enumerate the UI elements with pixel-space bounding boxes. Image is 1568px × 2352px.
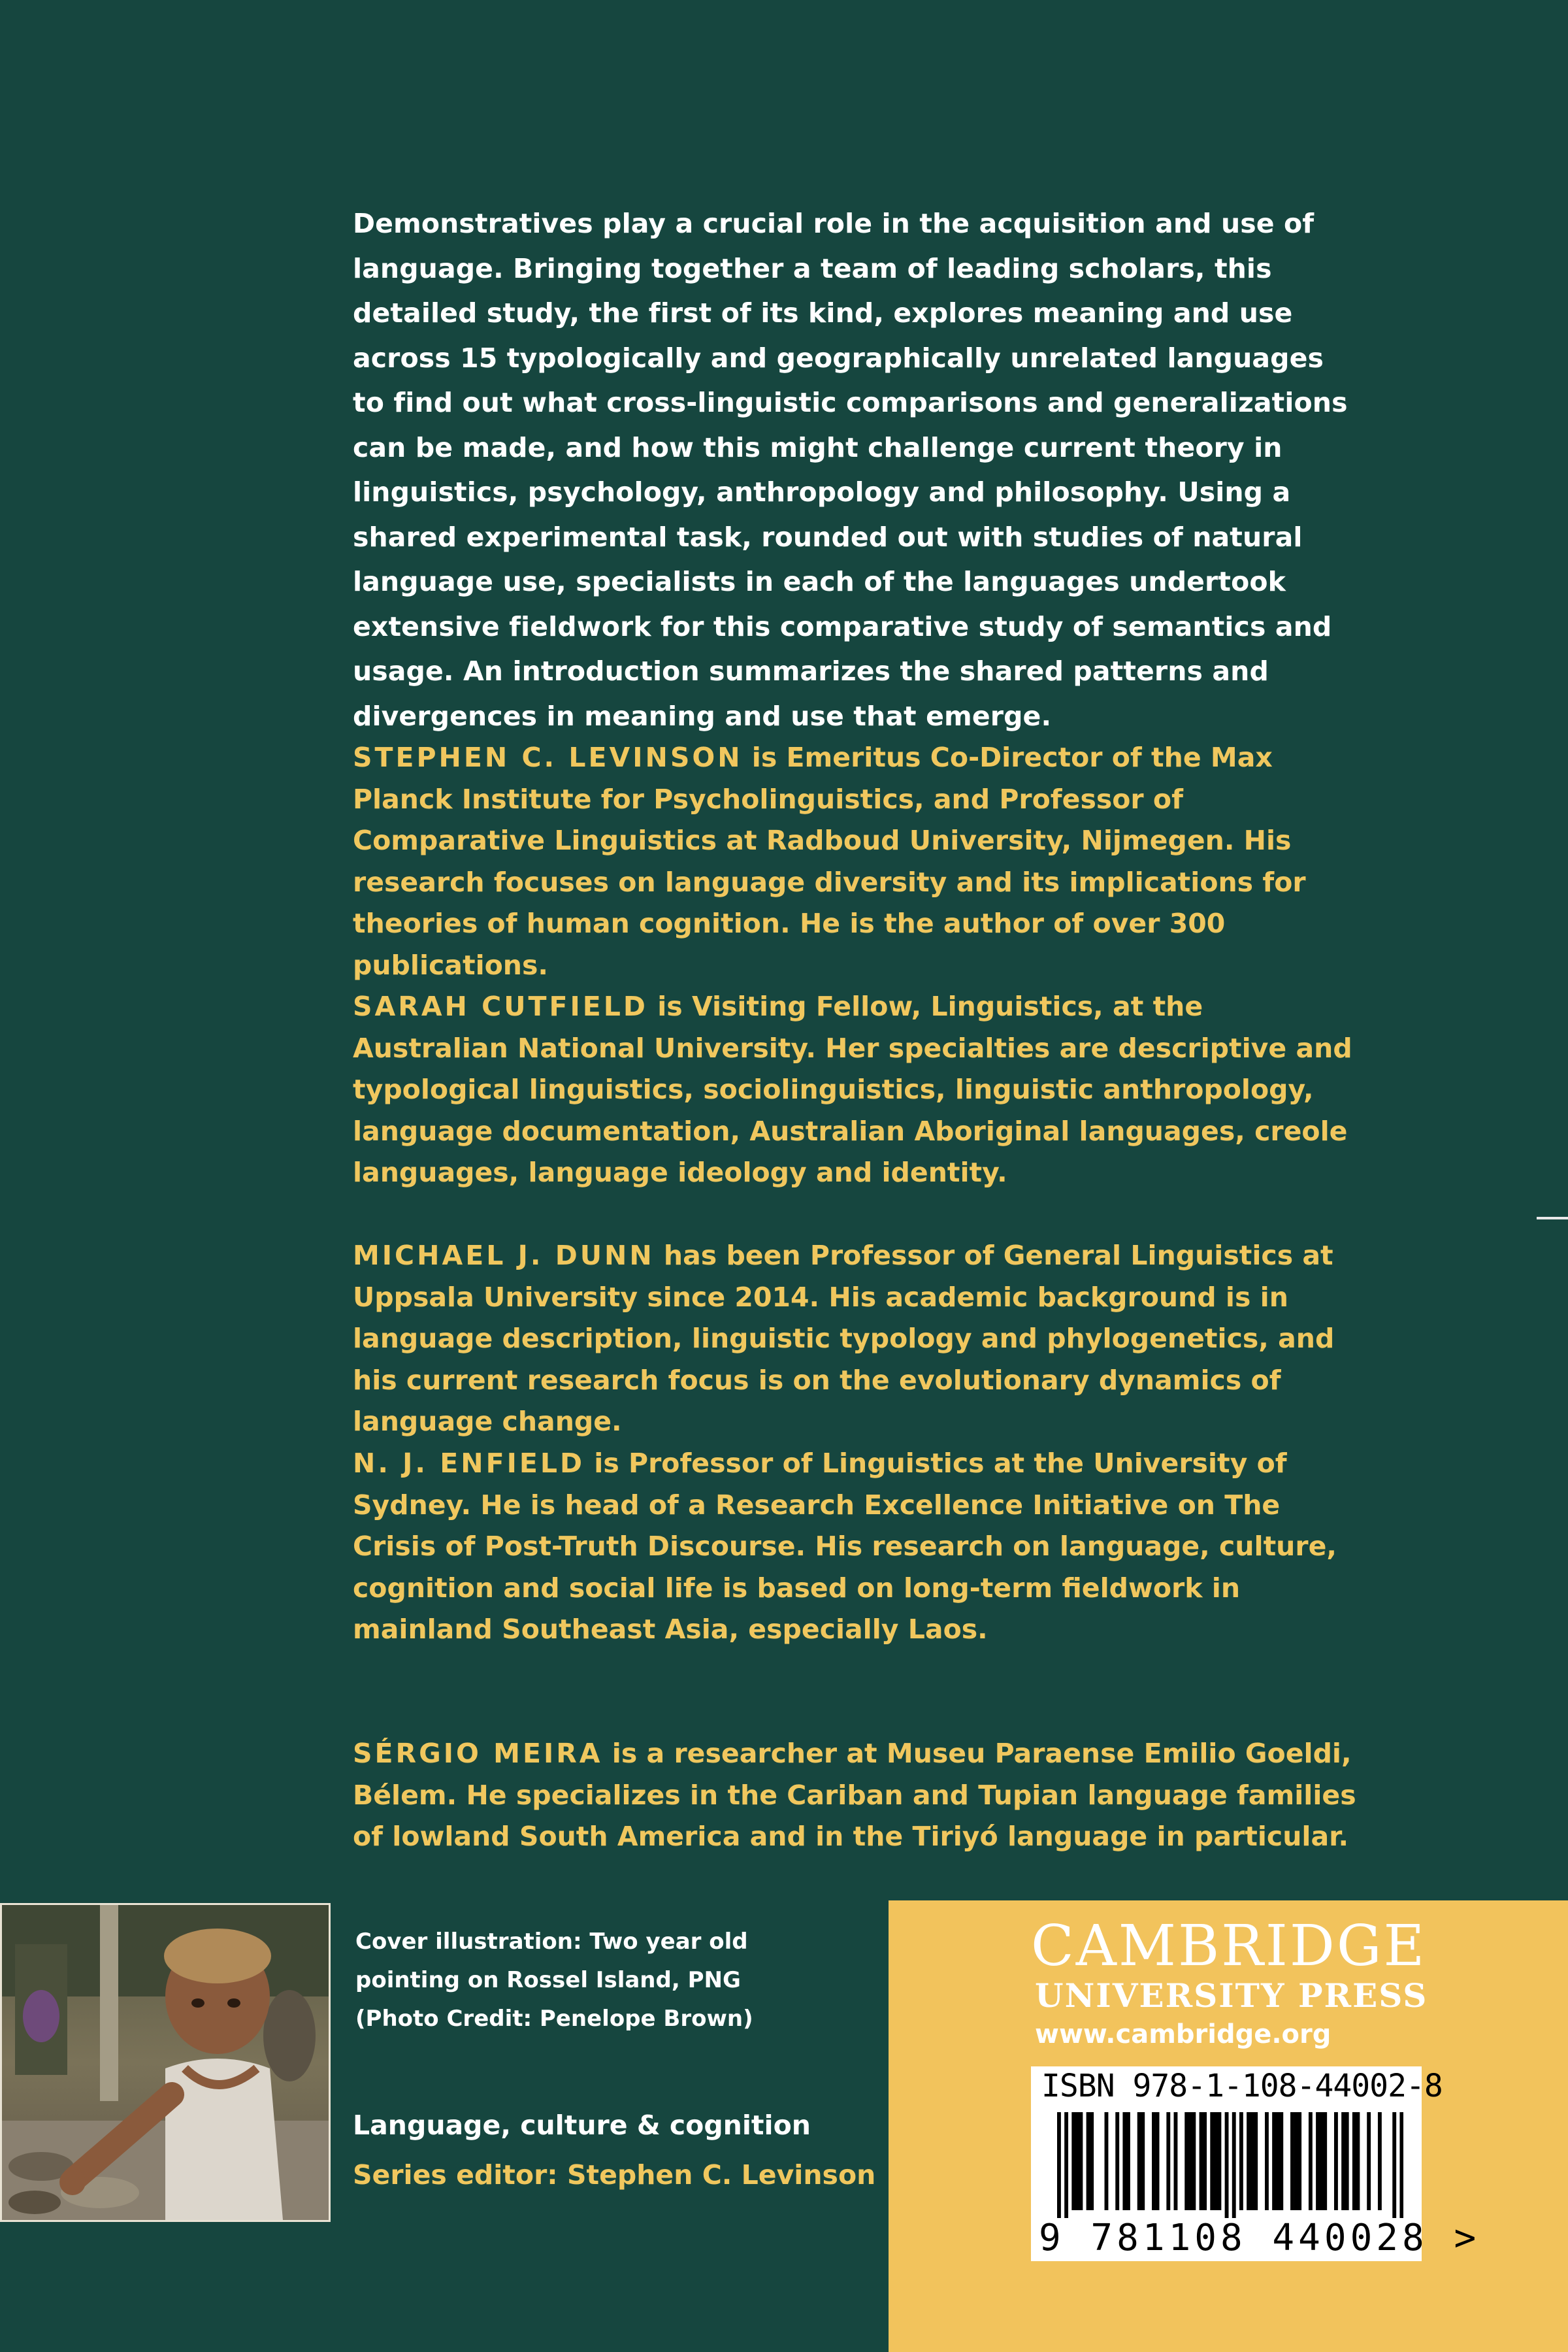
barcode-bar	[1214, 2112, 1218, 2210]
barcode-bar	[1294, 2112, 1298, 2210]
barcode-bar	[1075, 2112, 1079, 2210]
barcode-bar	[1345, 2112, 1349, 2210]
barcode-bar	[1115, 2112, 1119, 2210]
barcode-bar	[1265, 2112, 1269, 2210]
barcode-bars	[1057, 2112, 1403, 2218]
barcode-bar	[1320, 2112, 1324, 2210]
barcode-bar	[1298, 2112, 1301, 2210]
publisher-name: CAMBRIDGE	[1031, 1913, 1427, 1979]
barcode-bar	[1203, 2112, 1207, 2210]
barcode-bar	[1341, 2112, 1345, 2210]
barcode-bar	[1250, 2112, 1254, 2210]
author-name: N. J. ENFIELD	[353, 1448, 585, 1479]
child-pointing-illustration	[2, 1905, 329, 2220]
author-bio-text: has been Professor of General Linguistics at Uppsala University since 2014. His academic background is in language description, linguistic typology and phylogenetics, and his current research focus is on the evolutionary dynamics of language change.	[353, 1240, 1335, 1437]
barcode-bar	[1352, 2112, 1356, 2210]
barcode-bar	[1272, 2112, 1276, 2210]
barcode-bar	[1064, 2112, 1068, 2218]
publisher-subtitle: UNIVERSITY PRESS	[1035, 1976, 1428, 2015]
barcode-bar	[1309, 2112, 1313, 2210]
author-name: SÉRGIO MEIRA	[353, 1738, 603, 1769]
barcode-bar	[1334, 2112, 1338, 2210]
author-bio	[353, 1733, 1359, 1858]
barcode-digits: 9 781108 440028 >	[1039, 2217, 1480, 2259]
series-editor: Series editor: Stephen C. Levinson	[353, 2159, 876, 2191]
barcode-bar	[1079, 2112, 1083, 2210]
author-bio	[353, 986, 1359, 1194]
barcode-bar	[1217, 2112, 1221, 2210]
publisher-url[interactable]: www.cambridge.org	[1035, 2019, 1331, 2049]
author-bio-text: is Emeritus Co-Director of the Max Planck Institute for Psycholinguistics, and Professor of Comparative Linguistics at Radboud University, Nijmegen. His research focuses on language diversity and its implications for theories of human cognition. He is the author of over 300 publications.	[353, 742, 1306, 981]
barcode-bar	[1200, 2112, 1203, 2210]
barcode-bar	[1316, 2112, 1320, 2210]
barcode-bar	[1367, 2112, 1371, 2210]
author-bio	[353, 737, 1359, 986]
barcode-bar	[1279, 2112, 1283, 2210]
barcode-bar	[1156, 2112, 1160, 2210]
cover-photo	[0, 1903, 331, 2222]
barcode-bar	[1166, 2112, 1170, 2210]
isbn-number: ISBN 978-1-108-44002-8	[1041, 2068, 1443, 2104]
author-name: MICHAEL J. DUNN	[353, 1240, 655, 1271]
barcode-bar	[1225, 2112, 1229, 2218]
barcode-bar	[1276, 2112, 1280, 2210]
barcode-bar	[1290, 2112, 1294, 2210]
author-bio-text: is a researcher at Museu Paraense Emilio Goeldi, Bélem. He specializes in the Cariban and Tupian language families of lowland South America and in the Tiriyó language in particular.	[353, 1738, 1356, 1852]
barcode-bar	[1232, 2112, 1236, 2218]
author-bio-text: is Professor of Linguistics at the University of Sydney. He is head of a Research Excellence Initiative on The Crisis of Post-Truth Discourse. His research on language, culture, cognition and social life is based on long-term fieldwork in mainland Southeast Asia, especially Laos.	[353, 1448, 1337, 1645]
author-bio	[353, 1235, 1359, 1443]
barcode-bar	[1090, 2112, 1094, 2210]
barcode-bar	[1399, 2112, 1403, 2218]
barcode-bar	[1239, 2112, 1243, 2210]
barcode-bar	[1323, 2112, 1327, 2210]
barcode-bar	[1247, 2112, 1250, 2210]
barcode-bar	[1392, 2112, 1396, 2218]
barcode-bar	[1086, 2112, 1090, 2210]
barcode-bar	[1105, 2112, 1109, 2210]
barcode-bar	[1071, 2112, 1075, 2210]
barcode-bar	[1152, 2112, 1156, 2210]
barcode-bar	[1184, 2112, 1188, 2210]
cover-illustration-credit: Cover illustration: Two year old pointing on Rossel Island, PNG (Photo Credit: Penelope Brown)	[355, 1929, 753, 2032]
barcode-bar	[1210, 2112, 1214, 2210]
book-description: Demonstratives play a crucial role in the acquisition and use of language. Bringing together a team of leading scholars, this detailed study, the first of its kind, explores meaning and use across 15 typologically and geographically unrelated languages to find out what cross-linguistic comparisons and generalizations can be made, and how this might challenge current theory in linguistics, psychology, anthropology and philosophy. Using a shared experimental task, rounded out with studies of natural language use, specialists in each of the languages undertook extensive fieldwork for this comparative study of semantics and usage. An introduction summarizes the shared patterns and divergences in meaning and use that emerge.	[353, 208, 1348, 732]
barcode-bar	[1254, 2112, 1258, 2210]
barcode-bar	[1356, 2112, 1360, 2210]
spine-fold-mark	[1537, 1217, 1568, 1219]
author-name: SARAH CUTFIELD	[353, 991, 648, 1022]
barcode-bar	[1188, 2112, 1192, 2210]
barcode-bar	[1057, 2112, 1061, 2218]
barcode-bar	[1378, 2112, 1382, 2210]
barcode-bar	[1122, 2112, 1126, 2210]
barcode-bar	[1126, 2112, 1130, 2210]
series-title: Language, culture & cognition	[353, 2110, 811, 2141]
author-bio	[353, 1443, 1359, 1651]
barcode-bar	[1192, 2112, 1196, 2210]
barcode-bar	[1141, 2112, 1145, 2210]
author-bio-text: is Visiting Fellow, Linguistics, at the Australian National University. Her specialties are descriptive and typological linguistics, sociolinguistics, linguistic anthropology, language documentation, Australian Aboriginal languages, creole languages, language ideology and identity.	[353, 991, 1352, 1188]
barcode-bar	[1137, 2112, 1141, 2210]
author-name: STEPHEN C. LEVINSON	[353, 742, 743, 773]
barcode-bar	[1174, 2112, 1178, 2210]
